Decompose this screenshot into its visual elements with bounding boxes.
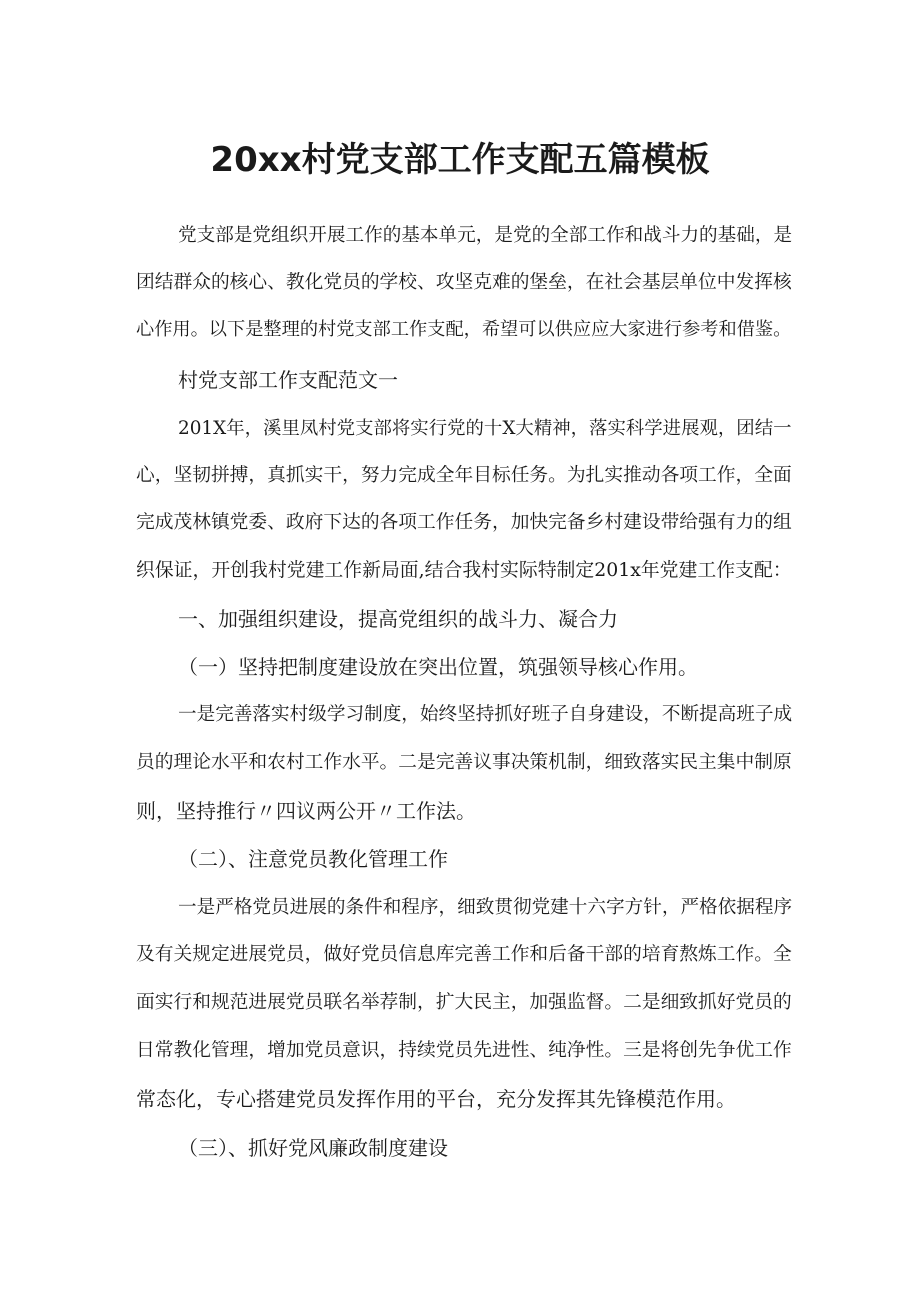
section-heading: 一、加强组织建设，提高党组织的战斗力、凝合力: [178, 607, 618, 631]
subsection-heading: （二）、注意党员教化管理工作: [178, 847, 448, 871]
paragraph-line: 201X年，溪里凤村党支部将实行党的十X大精神，落实科学进展观，团结一: [178, 418, 792, 439]
section-heading: 村党支部工作支配范文一: [178, 368, 398, 392]
paragraph-line: 员的理论水平和农村工作水平。二是完善议事决策机制，细致落实民主集中制原: [136, 752, 792, 773]
paragraph-line: 及有关规定进展党员，做好党员信息库完善工作和后备干部的培育熬炼工作。全: [136, 944, 792, 965]
paragraph-line: 完成茂林镇党委、政府下达的各项工作任务，加快完备乡村建设带给强有力的组: [136, 512, 792, 533]
paragraph-line: 一是完善落实村级学习制度，始终坚持抓好班子自身建设，不断提高班子成: [178, 704, 793, 725]
paragraph-line: 一是严格党员进展的条件和程序，细致贯彻党建十六字方针，严格依据程序: [178, 897, 793, 918]
paragraph-line: 面实行和规范进展党员联名举荐制，扩大民主，加强监督。二是细致抓好党员的: [136, 992, 792, 1013]
paragraph-line: 织保证，开创我村党建工作新局面,结合我村实际特制定201x年党建工作支配：: [136, 560, 792, 581]
paragraph-line: 党支部是党组织开展工作的基本单元，是党的全部工作和战斗力的基础，是: [178, 225, 793, 246]
paragraph-line: 团结群众的核心、教化党员的学校、攻坚克难的堡垒，在社会基层单位中发挥核: [136, 272, 792, 293]
subsection-heading: （三）、抓好党风廉政制度建设: [178, 1136, 448, 1160]
paragraph-line: 心，坚韧拼搏，真抓实干，努力完成全年目标任务。为扎实推动各项工作，全面: [136, 465, 792, 486]
document-title: 20xx村党支部工作支配五篇模板: [210, 140, 710, 180]
paragraph-line: 则，坚持推行〃四议两公开〃工作法。: [136, 799, 476, 823]
paragraph-line: 日常教化管理，增加党员意识，持续党员先进性、纯净性。三是将创先争优工作: [136, 1040, 792, 1061]
subsection-heading: （一）坚持把制度建设放在突出位置，筑强领导核心作用。: [178, 655, 698, 679]
paragraph-line: 心作用。以下是整理的村党支部工作支配，希望可以供应应大家进行参考和借鉴。: [136, 319, 792, 340]
paragraph-line: 常态化，专心搭建党员发挥作用的平台，充分发挥其先锋模范作用。: [136, 1087, 736, 1111]
